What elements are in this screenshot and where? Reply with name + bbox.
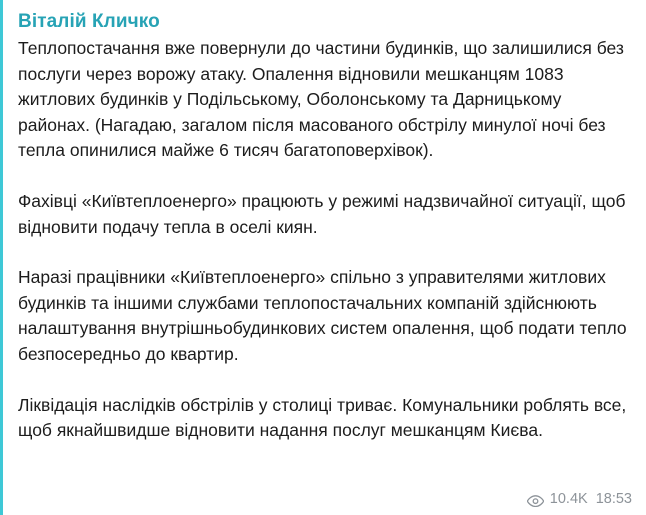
message-meta (527, 491, 632, 507)
message-accent-bar (0, 0, 3, 515)
message-paragraph-3: Наразі працівники «Київтеплоенерго» спільно з управителями житлових будинків та іншими службами теплопостачальних компаній здійснюють налаштування внутрішньобудинкових систем опалення, щоб подати тепло безпосередньо до квартир. (18, 267, 627, 364)
message-paragraph-4: Ліквідація наслідків обстрілів у столиці триває. Комунальники роблять все, щоб якнайшвидше відновити надання послуг мешканцям Києва. (18, 394, 627, 441)
eye-icon (527, 494, 544, 506)
message-paragraph-1: Теплопостачання вже повернули до частини будинків, що залишилися без послуги через ворожу атаку. Опалення відновили мешканцям 1083 житлових будинків у Подільському, Оболонському та Дарницькому районах. (Нагадаю, загалом після масованого обстрілу минулої ночі без тепла опинилися майже 6 тисяч багатоповерхівок). (18, 38, 624, 161)
message-author: Віталій Кличко (18, 11, 160, 32)
message-time: 18:53 (595, 491, 632, 507)
message-paragraph-2: Фахівці «Київтеплоенерго» працюють у режимі надзвичайної ситуації, щоб відновити подачу тепла в оселі киян. (18, 190, 626, 237)
view-count: 10.4K (549, 491, 588, 507)
